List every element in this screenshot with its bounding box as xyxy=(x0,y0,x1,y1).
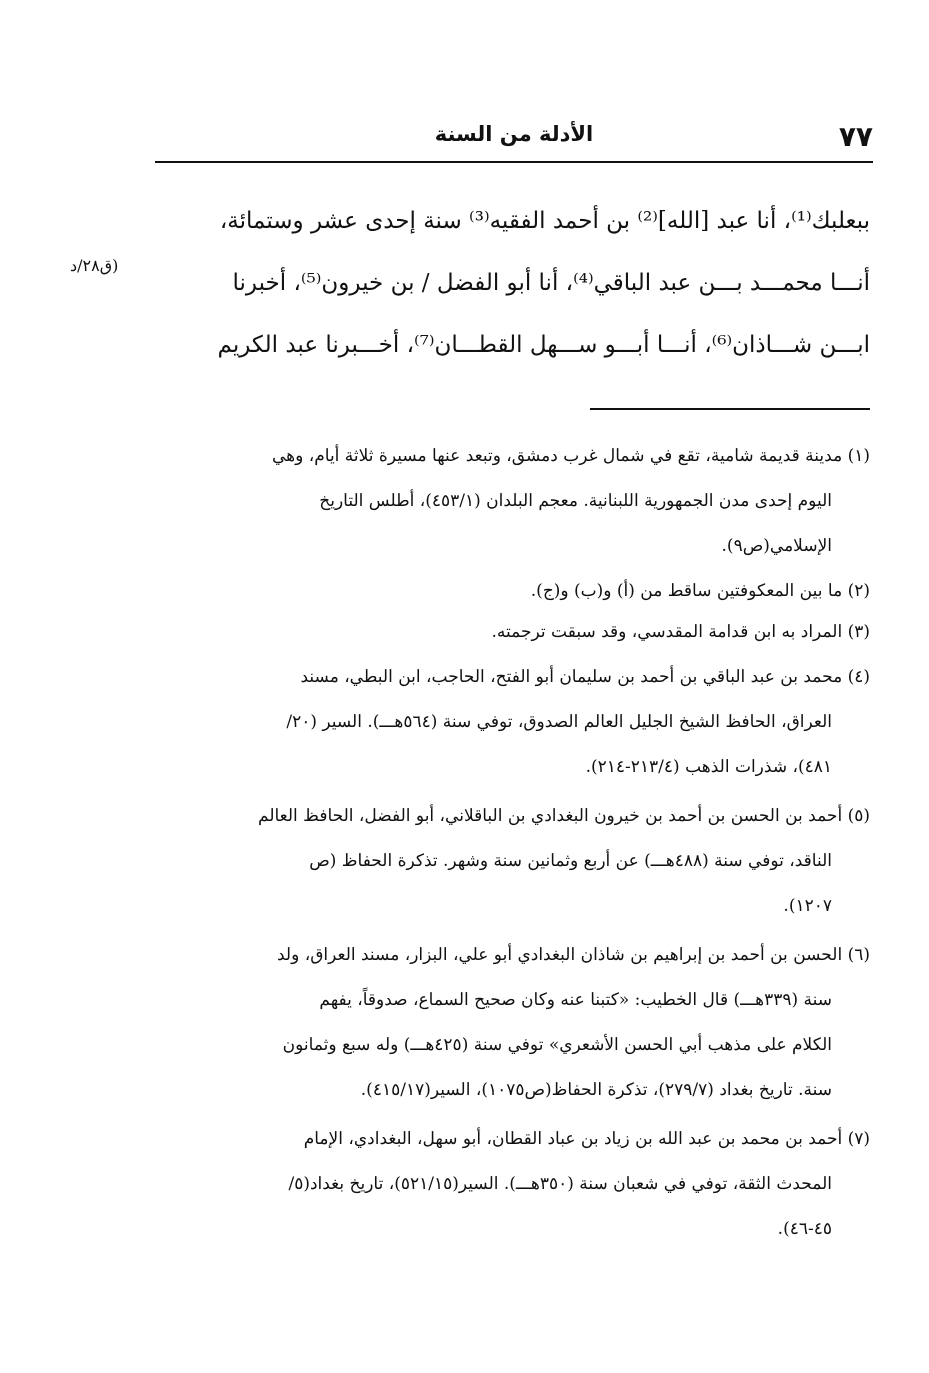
footnote-2 xyxy=(150,573,870,610)
manuscript-folio-note: (ق٢٨/د xyxy=(70,256,119,275)
footnote-line: (٤) محمد بن عبد الباقي بن أحمد بن سليمان أبو الفتح، الحاجب، ابن البطي، مسند xyxy=(300,667,870,687)
main-text-line: أنـــا محمـــد بـــن عبد الباقي⁽⁴⁾، أنا أبو الفضل / بن خيرون⁽⁵⁾، أخبرنا xyxy=(232,270,870,296)
main-text-line: ببعلبك⁽¹⁾، أنا عبد [الله]⁽²⁾ بن أحمد الفقيه⁽³⁾ سنة إحدى عشر وستمائة، xyxy=(219,208,870,234)
footnote-line: ٤٨١)، شذرات الذهب (٢١٣/٤-٢١٤). xyxy=(585,757,832,777)
footnote-line: المحدث الثقة، توفي في شعبان سنة (٣٥٠هـــ). السير(٥٢١/١٥)، تاريخ بغداد(٥/ xyxy=(288,1174,832,1194)
footnote-1 xyxy=(150,434,870,569)
footnotes xyxy=(150,434,870,1256)
footnote-line: (٦) الحسن بن أحمد بن إبراهيم بن شاذان البغدادي أبو علي، البزار، مسند العراق، ولد xyxy=(277,945,870,965)
footnote-4 xyxy=(150,655,870,790)
footnote-line: (٧) أحمد بن محمد بن عبد الله بن زياد بن عباد القطان، أبو سهل، البغدادي، الإمام xyxy=(303,1129,870,1149)
page-number: ٧٧ xyxy=(838,120,873,153)
footnote-line: سنة (٣٣٩هـــ) قال الخطيب: «كتبنا عنه وكان صحيح السماع، صدوقاً، يفهم xyxy=(319,990,832,1010)
footnote-line: (٣) المراد به ابن قدامة المقدسي، وقد سبقت ترجمته. xyxy=(491,622,870,642)
footnote-divider xyxy=(590,408,870,410)
footnote-line: الإسلامي(ص٩). xyxy=(721,536,832,556)
footnote-line: (٥) أحمد بن الحسن بن أحمد بن خيرون البغدادي بن الباقلاني، أبو الفضل، الحافظ العالم xyxy=(258,806,870,826)
main-text-line: ابـــن شـــاذان⁽⁶⁾، أنـــا أبـــو ســـهل القطـــان⁽⁷⁾، أخـــبرنا عبد الكريم xyxy=(217,332,870,358)
footnote-line: الكلام على مذهب أبي الحسن الأشعري» توفي سنة (٤٢٥هـــ) وله سبع وثمانون xyxy=(282,1035,832,1055)
running-title: الأدلة من السنة xyxy=(434,122,594,146)
footnote-line: العراق، الحافظ الشيخ الجليل العالم الصدوق، توفي سنة (٥٦٤هـــ). السير (٢٠/ xyxy=(286,712,832,732)
footnote-line: ٤٥-٤٦). xyxy=(777,1219,832,1239)
footnote-line: (٢) ما بين المعكوفتين ساقط من (أ) و(ب) و(ج). xyxy=(530,581,870,601)
footnote-line: اليوم إحدى مدن الجمهورية اللبنانية. معجم البلدان (٤٥٣/١)، أطلس التاريخ xyxy=(319,491,832,511)
running-header xyxy=(155,112,873,160)
footnote-line: ١٢٠٧). xyxy=(783,896,832,916)
footnote-7 xyxy=(150,1117,870,1252)
footnote-6 xyxy=(150,933,870,1113)
footnote-line: سنة. تاريخ بغداد (٢٧٩/٧)، تذكرة الحفاظ(ص١٠٧٥)، السير(٤١٥/١٧). xyxy=(360,1080,832,1100)
main-text xyxy=(155,190,870,376)
footnote-line: الناقد، توفي سنة (٤٨٨هـــ) عن أربع وثمانين سنة وشهر. تذكرة الحفاظ (ص xyxy=(309,851,832,871)
footnote-5 xyxy=(150,794,870,929)
header-divider xyxy=(155,161,873,163)
footnote-3 xyxy=(150,614,870,651)
footnote-line: (١) مدينة قديمة شامية، تقع في شمال غرب دمشق، وتبعد عنها مسيرة ثلاثة أيام، وهي xyxy=(272,446,870,466)
